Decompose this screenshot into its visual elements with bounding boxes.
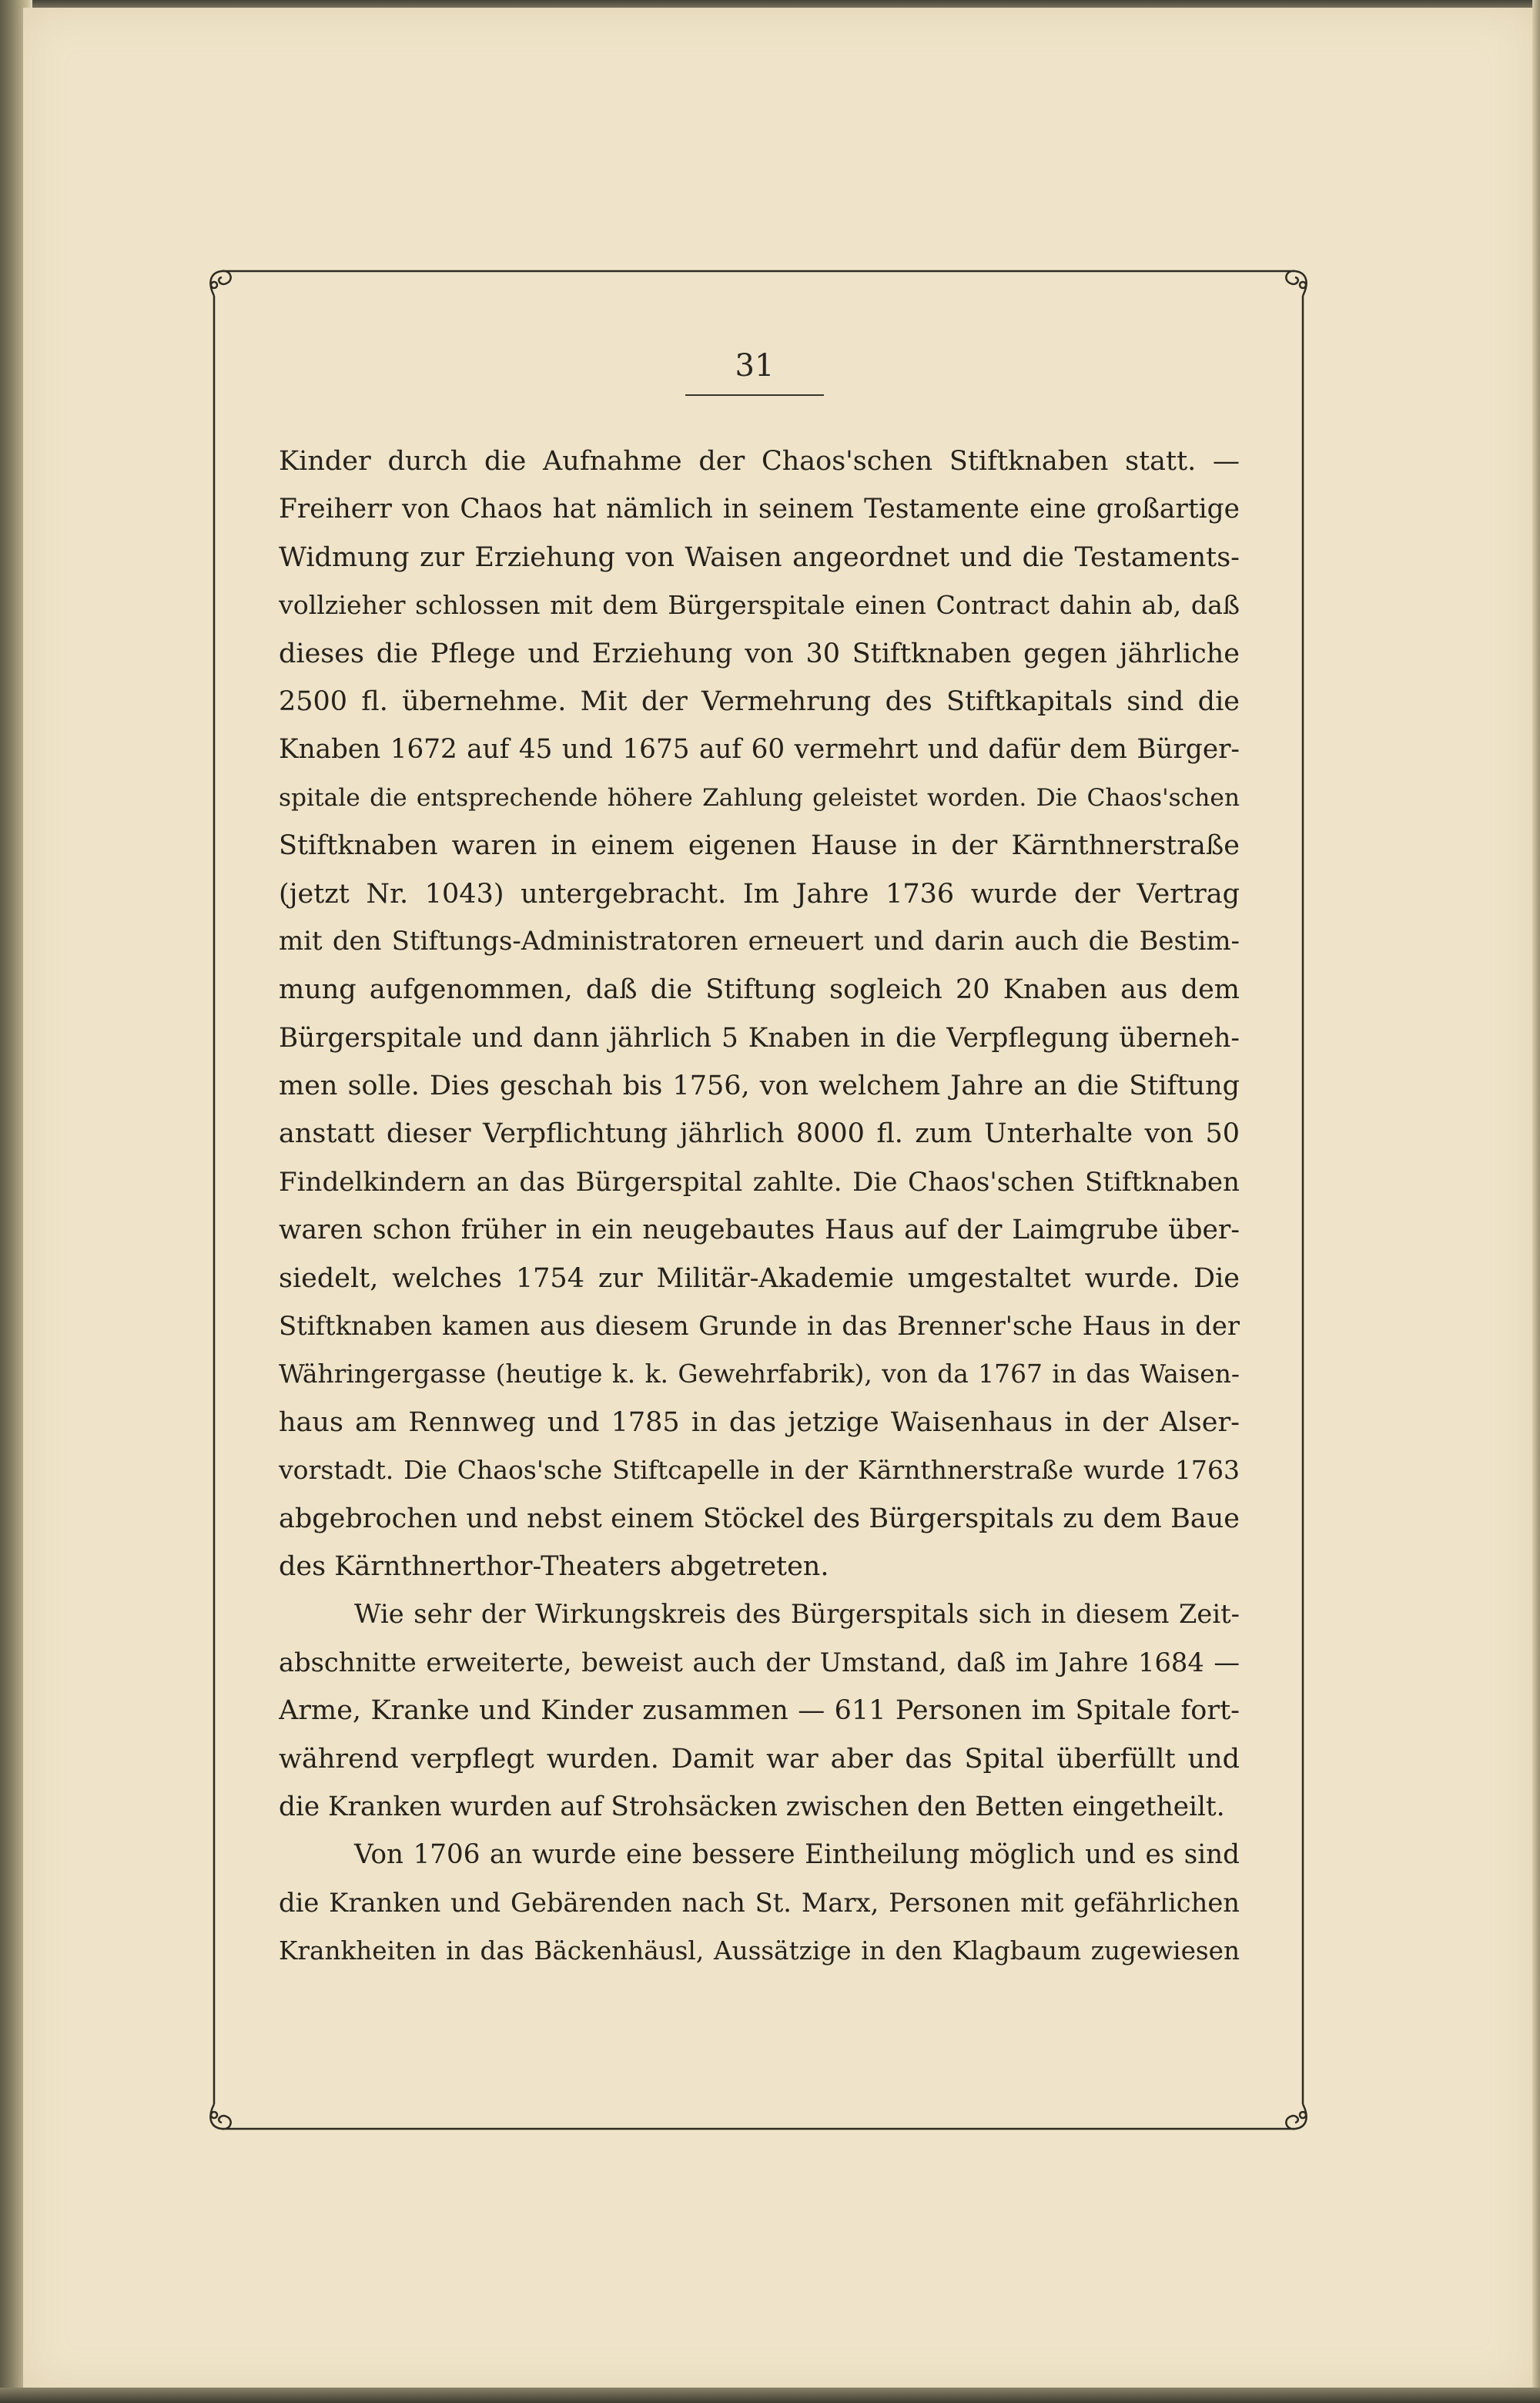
text-line: waren schon früher in ein neugebautes Haus auf der Laimgrube über- xyxy=(279,1215,1240,1246)
text-line: Krankheiten in das Bäckenhäusl, Aussätzige in den Klagbaum zugewiesen xyxy=(279,1936,1240,1966)
text-line: Von 1706 an wurde eine bessere Eintheilung möglich und es sind xyxy=(354,1839,1240,1871)
text-line: mit den Stiftungs-Administratoren erneuert und darin auch die Bestim- xyxy=(279,926,1240,957)
corner-flourish-bottom-right-icon xyxy=(1278,2104,1307,2129)
text-line: die Kranken und Gebärenden nach St. Marx, Personen mit gefährlichen xyxy=(279,1887,1240,1918)
text-line: spitale die entsprechende höhere Zahlung geleistet worden. Die Chaos'schen xyxy=(279,783,1240,812)
text-line: abschnitte erweiterte, beweist auch der Umstand, daß im Jahre 1684 — xyxy=(279,1647,1240,1677)
book-right-edge xyxy=(1532,0,1540,2403)
text-line: 2500 fl. übernehme. Mit der Vermehrung des Stiftkapitals sind die xyxy=(279,685,1240,717)
text-line: Stiftknaben waren in einem eigenen Hause in der Kärnthnerstraße xyxy=(279,830,1240,862)
text-line: vorstadt. Die Chaos'sche Stiftcapelle in der Kärnthnerstraße wurde 1763 xyxy=(279,1455,1240,1486)
text-line: siedelt, welches 1754 zur Militär-Akademie umgestaltet wurde. Die xyxy=(279,1262,1240,1294)
page-number-rule xyxy=(685,394,824,396)
corner-flourish-bottom-left-icon xyxy=(210,2104,239,2129)
text-line: Wie sehr der Wirkungskreis des Bürgerspitals sich in diesem Zeit- xyxy=(354,1599,1240,1630)
corner-dot-top-right-icon xyxy=(1300,282,1306,288)
text-line: während verpflegt wurden. Damit war aber das Spital überfüllt und xyxy=(279,1743,1240,1775)
text-line: Findelkindern an das Bürgerspital zahlte. Die Chaos'schen Stiftknaben xyxy=(279,1166,1240,1198)
page-number: 31 xyxy=(735,348,775,384)
text-line: Bürgerspitale und dann jährlich 5 Knaben in die Verpflegung überneh- xyxy=(279,1022,1240,1054)
text-line: (jetzt Nr. 1043) untergebracht. Im Jahre 1736 wurde der Vertrag xyxy=(279,878,1240,910)
text-line: Arme, Kranke und Kinder zusammen — 611 Personen im Spitale fort- xyxy=(279,1695,1240,1727)
text-line: Freiherr von Chaos hat nämlich in seinem Testamente eine großartige xyxy=(279,494,1240,525)
text-line: mung aufgenommen, daß die Stiftung sogleich 20 Knaben aus dem xyxy=(279,974,1240,1006)
text-line: vollzieher schlossen mit dem Bürgerspitale einen Contract dahin ab, daß xyxy=(279,590,1240,621)
text-line: Stiftknaben kamen aus diesem Grunde in das Brenner'sche Haus in der xyxy=(279,1311,1240,1342)
text-line: dieses die Pflege und Erziehung von 30 Stiftknaben gegen jährliche xyxy=(279,638,1240,669)
corner-flourish-top-right-icon xyxy=(1278,271,1307,296)
corner-dot-bottom-right-icon xyxy=(1300,2112,1306,2118)
text-line: anstatt dieser Verpflichtung jährlich 8000 fl. zum Unterhalte von 50 xyxy=(279,1118,1240,1150)
text-line: haus am Rennweg und 1785 in das jetzige Waisenhaus in der Alser- xyxy=(279,1406,1240,1438)
corner-flourish-top-left-icon xyxy=(210,271,239,296)
corner-dot-bottom-left-icon xyxy=(211,2112,217,2118)
text-line: Währingergasse (heutige k. k. Gewehrfabrik), von da 1767 in das Waisen- xyxy=(279,1359,1240,1389)
text-line: Kinder durch die Aufnahme der Chaos'schen Stiftknaben statt. — xyxy=(279,446,1240,477)
text-line: des Kärnthnerthor-Theaters abgetreten. xyxy=(279,1550,829,1582)
text-line: Widmung zur Erziehung von Waisen angeordnet und die Testaments- xyxy=(279,541,1240,573)
text-line: die Kranken wurden auf Strohsäcken zwischen den Betten eingetheilt. xyxy=(279,1791,1225,1822)
text-line: abgebrochen und nebst einem Stöckel des Bürgerspitals zu dem Baue xyxy=(279,1503,1240,1534)
text-line: Knaben 1672 auf 45 und 1675 auf 60 vermehrt und dafür dem Bürger- xyxy=(279,734,1240,766)
book-bottom-edge xyxy=(0,2388,1540,2403)
corner-dot-top-left-icon xyxy=(211,282,217,288)
body-text xyxy=(279,437,1240,1976)
text-line: men solle. Dies geschah bis 1756, von welchem Jahre an die Stiftung xyxy=(279,1071,1240,1102)
